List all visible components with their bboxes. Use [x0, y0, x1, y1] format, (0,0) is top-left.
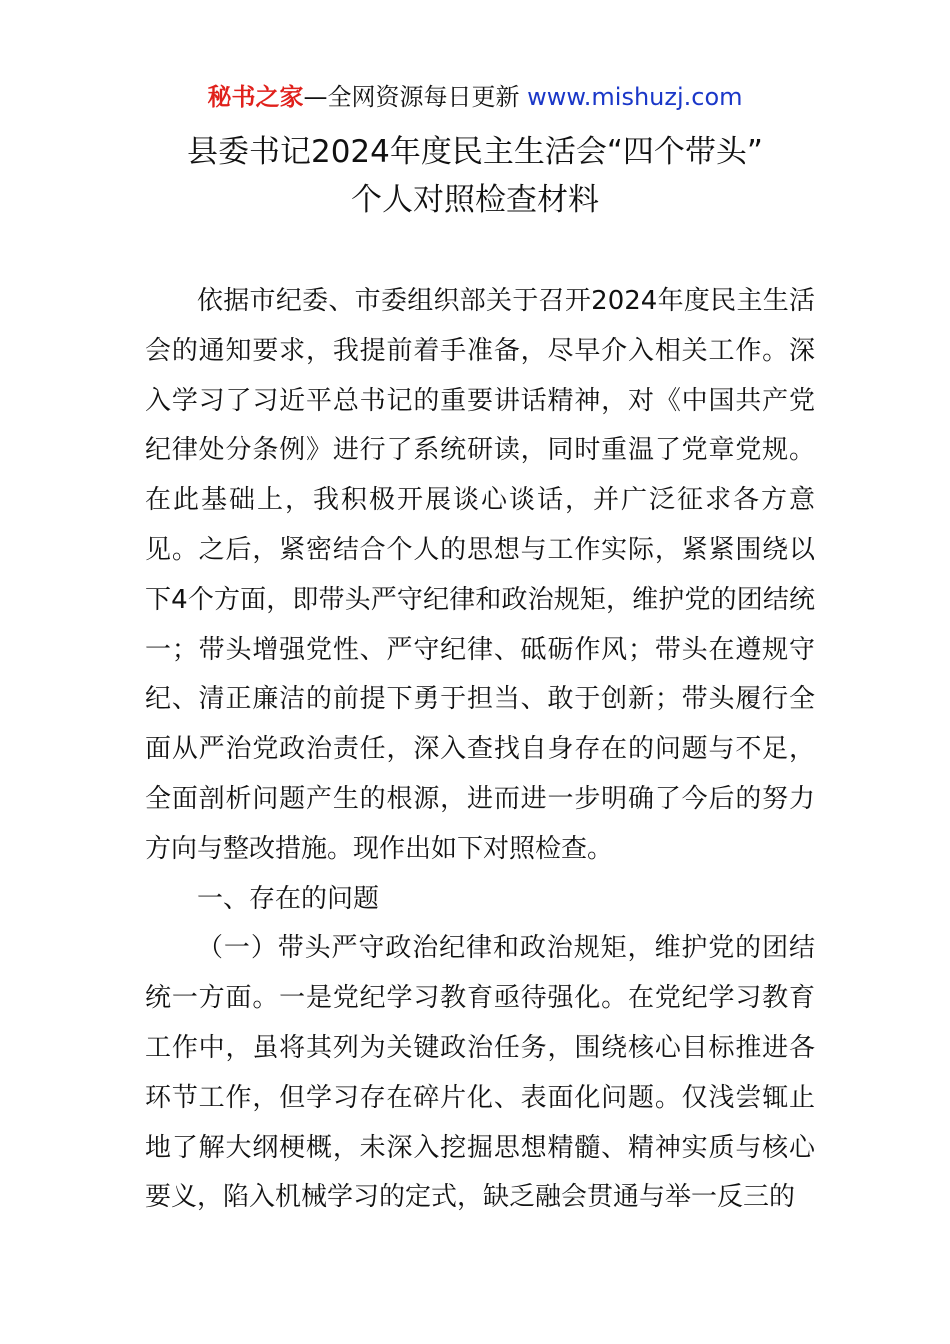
site-header [0, 80, 950, 114]
site-brand: 秘书之家 [207, 83, 304, 111]
site-tagline: —全网资源每日更新 [303, 83, 528, 111]
document-title-line-1: 县委书记2024年度民主生活会“四个带头” [186, 134, 763, 170]
subsection-paragraph-1: （一）带头严守政治纪律和政治规矩，维护党的团结统一方面。一是党纪学习教育亟待强化。在党纪学习教育工作中，虽将其列为关键政治任务，围绕核心目标推进各环节工作，但学习存在碎片化、表面化问题。仅浅尝辄止地了解大纲梗概，未深入挖掘思想精髓、精神实质与核心要义，陷入机械学习的定式，缺乏融会贯通与举一反三的 [145, 933, 815, 1213]
site-url-link[interactable]: www.mishuzj.com [527, 83, 743, 111]
section-heading-problems: 一、存在的问题 [197, 883, 380, 914]
document-title-line-2: 个人对照检查材料 [351, 182, 599, 218]
document-body [145, 277, 815, 1223]
intro-paragraph: 依据市纪委、市委组织部关于召开2024年度民主生活会的通知要求，我提前着手准备，尽早介入相关工作。深入学习了习近平总书记的重要讲话精神，对《中国共产党纪律处分条例》进行了系统研读，同时重温了党章党规。在此基础上，我积极开展谈心谈话，并广泛征求各方意见。之后，紧密结合个人的思想与工作实际，紧紧围绕以下4个方面，即带头严守纪律和政治规矩，维护党的团结统一；带头增强党性、严守纪律、砥砺作风；带头在遵规守纪、清正廉洁的前提下勇于担当、敢于创新；带头履行全面从严治党政治责任，深入查找自身存在的问题与不足，全面剖析问题产生的根源，进而进一步明确了今后的努力方向与整改措施。现作出如下对照检查。 [145, 286, 815, 864]
